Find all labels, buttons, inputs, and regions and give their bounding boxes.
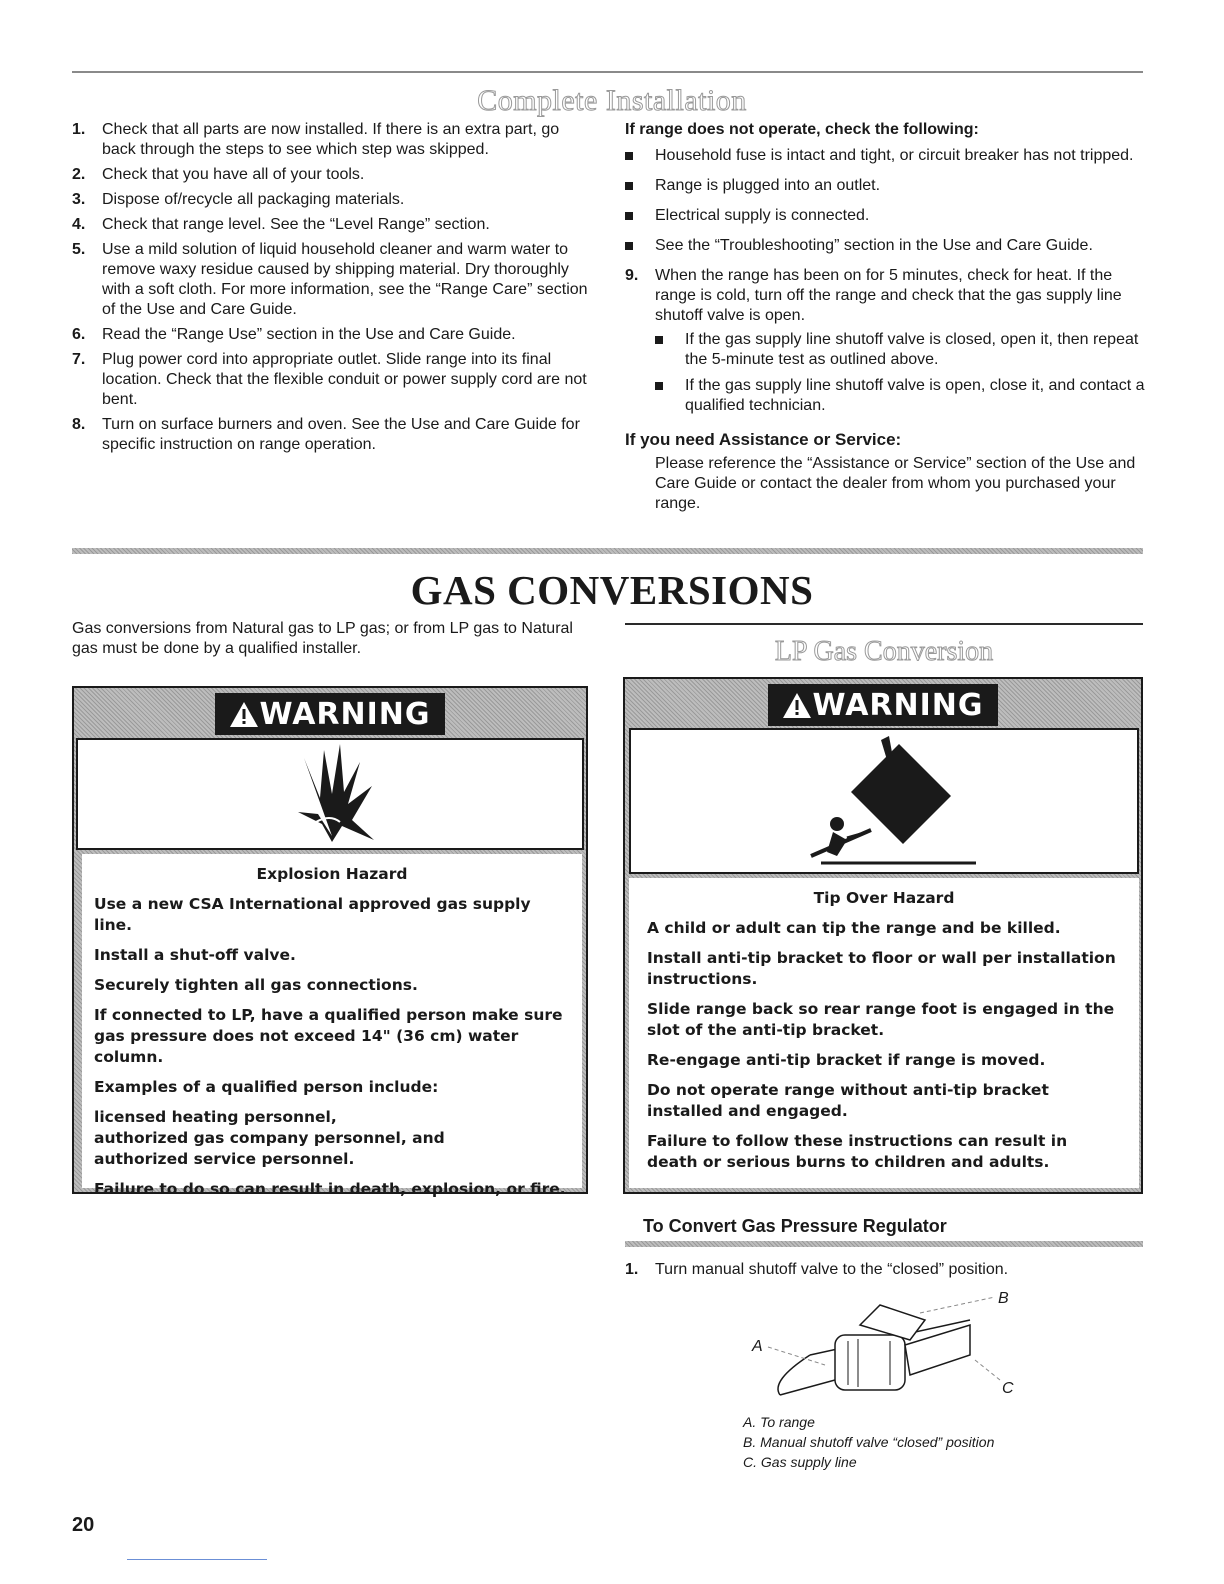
warning-line: If connected to LP, have a qualified person make sure gas pressure does not exceed 14" (36 cm) water column. — [94, 1006, 563, 1066]
warning-header — [74, 688, 586, 740]
regulator-divider — [625, 1241, 1143, 1247]
lp-section-title: LP Gas Conversion — [774, 636, 994, 667]
warning-line: Re-engage anti-tip bracket if range is moved. — [647, 1051, 1046, 1069]
tip-over-warning-text — [629, 878, 1139, 1188]
step-9-sublist — [655, 330, 1147, 416]
regulator-heading: To Convert Gas Pressure Regulator — [643, 1216, 947, 1236]
list-item: 4. Check that range level. See the “Level Range” section. — [72, 216, 490, 233]
step-9: 9. When the range has been on for 5 minutes, check for heat. If the range is cold, turn off the range and check that the gas supply line shutoff valve is open. If the gas supply line shutoff valve is closed, open it, then repeat the 5-minute test as outlined above. If the gas supply line shutoff valve is open, close it, and contact a qualified technician. — [625, 266, 1147, 416]
warning-line: Failure to do so can result in death, explosion, or fire. — [94, 1180, 566, 1198]
bullet-icon — [625, 152, 633, 160]
list-item: 1. Check that all parts are now installed. If there is an extra part, go back through the steps to see which step was skipped. — [72, 121, 560, 158]
section-title: Complete Installation — [477, 84, 747, 117]
bullet-icon — [625, 212, 633, 220]
warning-label: WARNING — [259, 696, 431, 732]
bullet-icon — [655, 382, 663, 390]
regulator-step: 1. Turn manual shutoff valve to the “closed” position. — [625, 1261, 1009, 1278]
list-item: 3. Dispose of/recycle all packaging materials. — [72, 191, 405, 208]
warning-label: WARNING — [812, 687, 984, 723]
page-title: GAS CONVERSIONS — [410, 567, 814, 613]
shutoff-valve-diagram — [740, 1285, 1040, 1410]
tip-over-warning-box — [623, 677, 1143, 1194]
explosion-warning-box — [72, 686, 588, 1198]
section-divider — [72, 548, 1143, 554]
diagram-caption: A. To range B. Manual shutoff valve “closed” position C. Gas supply line — [743, 1414, 995, 1470]
list-item: Household fuse is intact and tight, or circuit breaker has not tripped. — [625, 146, 1147, 166]
bullet-icon — [625, 242, 633, 250]
warning-header — [625, 679, 1141, 731]
warning-triangle-icon — [782, 692, 812, 719]
qualified-people: licensed heating personnel, authorized gas company personnel, and authorized service personnel. — [94, 1108, 445, 1168]
list-item: 8. Turn on surface burners and oven. See the Use and Care Guide for specific instruction on range operation. — [72, 416, 580, 453]
list-item: Range is plugged into an outlet. — [625, 176, 1147, 196]
top-rule — [72, 71, 1143, 73]
explosion-warning-text — [82, 854, 582, 1198]
install-steps-list — [72, 120, 592, 460]
warning-line: Failure to follow these instructions can result in death or serious burns to children and adults. — [647, 1132, 1068, 1171]
warning-line: Slide range back so rear range foot is engaged in the slot of the anti-tip bracket. — [647, 1000, 1115, 1039]
list-item: 5. Use a mild solution of liquid household cleaner and warm water to remove waxy residue caused by shipping material. Dry thoroughly with a soft cloth. For more information, see the “Range Care” section of the Use and Care Guide. — [72, 241, 588, 318]
hazard-title: Tip Over Hazard — [813, 889, 955, 907]
footer-rule — [127, 1559, 267, 1560]
warning-line: Use a new CSA International approved gas supply line. — [94, 895, 531, 934]
bullet-icon — [655, 336, 663, 344]
explosion-pictogram — [76, 738, 584, 850]
assist-text: Please reference the “Assistance or Service” section of the Use and Care Guide or contact the dealer from whom you purchased your range. — [655, 455, 1136, 512]
warning-triangle-icon — [229, 701, 259, 728]
check-heading: If range does not operate, check the following: — [625, 121, 979, 138]
list-item: Electrical supply is connected. — [625, 206, 1147, 226]
warning-line: Examples of a qualified person include: — [94, 1078, 439, 1096]
list-item: 7. Plug power cord into appropriate outlet. Slide range into its final location. Check that the flexible conduit or power supply cord are not bent. — [72, 351, 587, 408]
explosion-icon — [78, 740, 586, 852]
warning-line: A child or adult can tip the range and be killed. — [647, 919, 1061, 937]
bullet-icon — [625, 182, 633, 190]
list-item: 6. Read the “Range Use” section in the Use and Care Guide. — [72, 326, 516, 343]
list-item: If the gas supply line shutoff valve is open, close it, and contact a qualified technician. — [655, 376, 1147, 416]
list-item: See the “Troubleshooting” section in the Use and Care Guide. — [625, 236, 1147, 256]
tip-over-pictogram — [629, 728, 1139, 874]
list-item: If the gas supply line shutoff valve is closed, open it, then repeat the 5-minute test as outlined above. — [655, 330, 1147, 370]
troubleshoot-column — [625, 120, 1147, 514]
label-b: B — [998, 1290, 1009, 1307]
label-c: C — [1002, 1380, 1014, 1397]
tip-over-icon — [631, 730, 1141, 876]
lp-rule — [625, 623, 1143, 625]
assist-heading: If you need Assistance or Service: — [625, 430, 902, 449]
label-a: A — [752, 1338, 763, 1355]
hazard-title: Explosion Hazard — [256, 865, 408, 883]
page-number: 20 — [72, 1514, 95, 1536]
check-list — [625, 146, 1147, 256]
warning-line: Do not operate range without anti-tip bracket installed and engaged. — [647, 1081, 1049, 1120]
list-item: 2. Check that you have all of your tools. — [72, 166, 365, 183]
warning-line: Install anti-tip bracket to floor or wall per installation instructions. — [647, 949, 1116, 988]
warning-line: Install a shut-off valve. — [94, 946, 296, 964]
intro-text: Gas conversions from Natural gas to LP gas; or from LP gas to Natural gas must be done by a qualified installer. — [72, 620, 573, 657]
warning-line: Securely tighten all gas connections. — [94, 976, 418, 994]
